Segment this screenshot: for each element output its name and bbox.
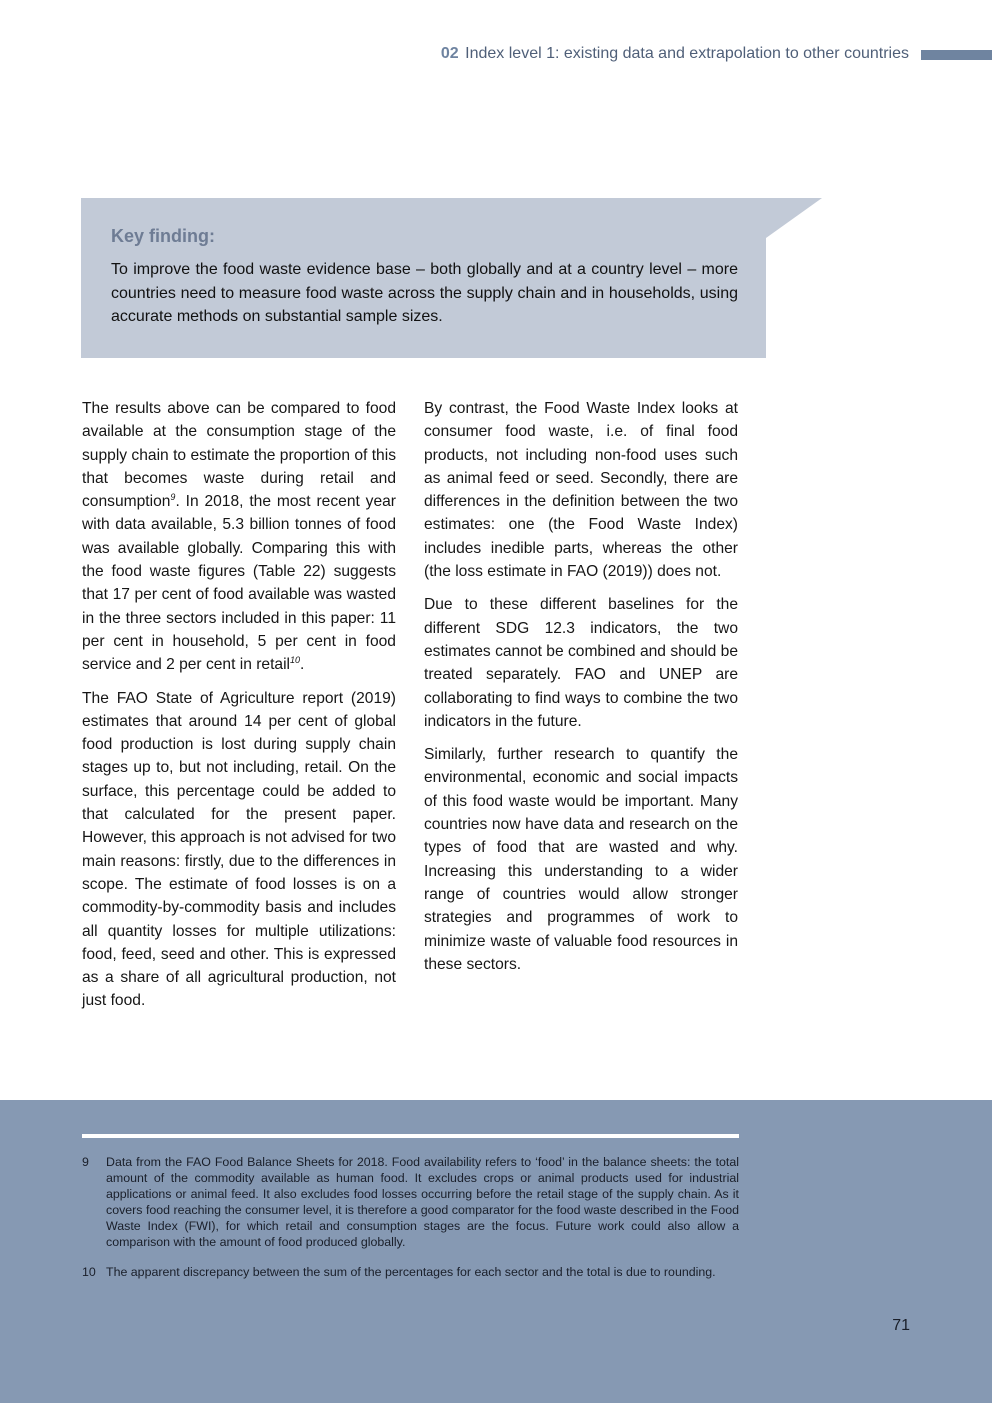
footnote-number: 9	[82, 1155, 89, 1169]
footnotes-divider	[82, 1134, 739, 1138]
footnote-10	[82, 1264, 739, 1280]
footnote-ref[interactable]: 9	[170, 492, 176, 502]
paragraph	[82, 397, 396, 677]
header-accent-bar	[921, 50, 992, 60]
footnote-9	[82, 1154, 739, 1250]
footnote-text: The apparent discrepancy between the sum of the percentages for each sector and the total is due to rounding.	[106, 1265, 716, 1279]
header-text	[441, 43, 909, 65]
section-number: 02	[440, 45, 459, 62]
key-finding-corner-tab	[766, 198, 822, 238]
key-finding-text: To improve the food waste evidence base – both globally and at a country level – more countries need to measure food waste across the supply chain and in households, using accurate methods on substantial sample sizes.	[111, 261, 738, 325]
paragraph: The FAO State of Agriculture report (2019) estimates that around 14 per cent of global food production is lost during supply chain stages up to, but not including, retail. On the surface, this percentage could be added to that calculated for the present paper. However, this approach is not advised for two main reasons: firstly, due to the differences in scope. The estimate of food losses is on a commodity-by-commodity basis and includes all quantity losses for multiple utilizations: food, feed, seed and other. This is expressed as a share of all agricultural production, not just food.	[82, 689, 396, 1010]
page-number: 71	[892, 1317, 910, 1334]
key-finding-title: Key finding:	[111, 226, 215, 246]
footnote-text: Data from the FAO Food Balance Sheets for 2018. Food availability refers to ‘food’ in the balance sheets: the total amount of the commodity available as human food. It excludes crops or animal products used for industrial applications or animal feed. It also excludes food losses occurring before the retail stage of the supply chain. As it covers food reaching the consumer level, it is therefore a good comparator for the food waste described in the Food Waste Index (FWI), for which retail and consumption stages are the focus. Future work could also allow a comparison with the amount of food produced globally.	[106, 1155, 739, 1249]
paragraph: By contrast, the Food Waste Index looks at consumer food waste, i.e. of final food products, not including non-food uses such as animal feed or seed. Secondly, there are differences in the definition between the two estimates: one (the Food Waste Index) includes inedible parts, whereas the other (the loss estimate in FAO (2019)) does not.	[424, 400, 738, 581]
paragraph-text: The results above can be compared to food available at the consumption stage of the supply chain to estimate the proportion of this that becomes waste during retail and consumption	[82, 400, 396, 511]
left-column	[82, 397, 396, 1023]
footnote-number: 10	[82, 1265, 96, 1279]
footnote-ref[interactable]: 10	[290, 655, 301, 666]
paragraph: Due to these different baselines for the different SDG 12.3 indicators, the two estimates cannot be combined and should be treated separately. FAO and UNEP are collaborating to find ways to combine the two indicators in the future.	[424, 596, 738, 730]
paragraph-text: . In 2018, the most recent year with data available, 5.3 billion tonnes of food was available globally. Comparing this with the food waste figures (Table 22) suggests that 17 per cent of food available was wasted in the three sectors included in this paper: 11 per cent in household, 5 per cent in food service and 2 per cent in retail	[82, 493, 396, 674]
footnotes-panel	[0, 1100, 992, 1403]
section-title: Index level 1: existing data and extrapolation to other countries	[465, 45, 909, 62]
right-column	[424, 397, 738, 986]
running-header	[0, 43, 992, 65]
paragraph: Similarly, further research to quantify the environmental, economic and social impacts of this food waste would be important. Many countries now have data and research on the types of food that are wasted and why. Increasing this understanding to a wider range of countries would allow stronger strategies and programmes of work to minimize waste of valuable food resources in these sectors.	[424, 746, 738, 973]
paragraph-text: .	[300, 656, 305, 674]
